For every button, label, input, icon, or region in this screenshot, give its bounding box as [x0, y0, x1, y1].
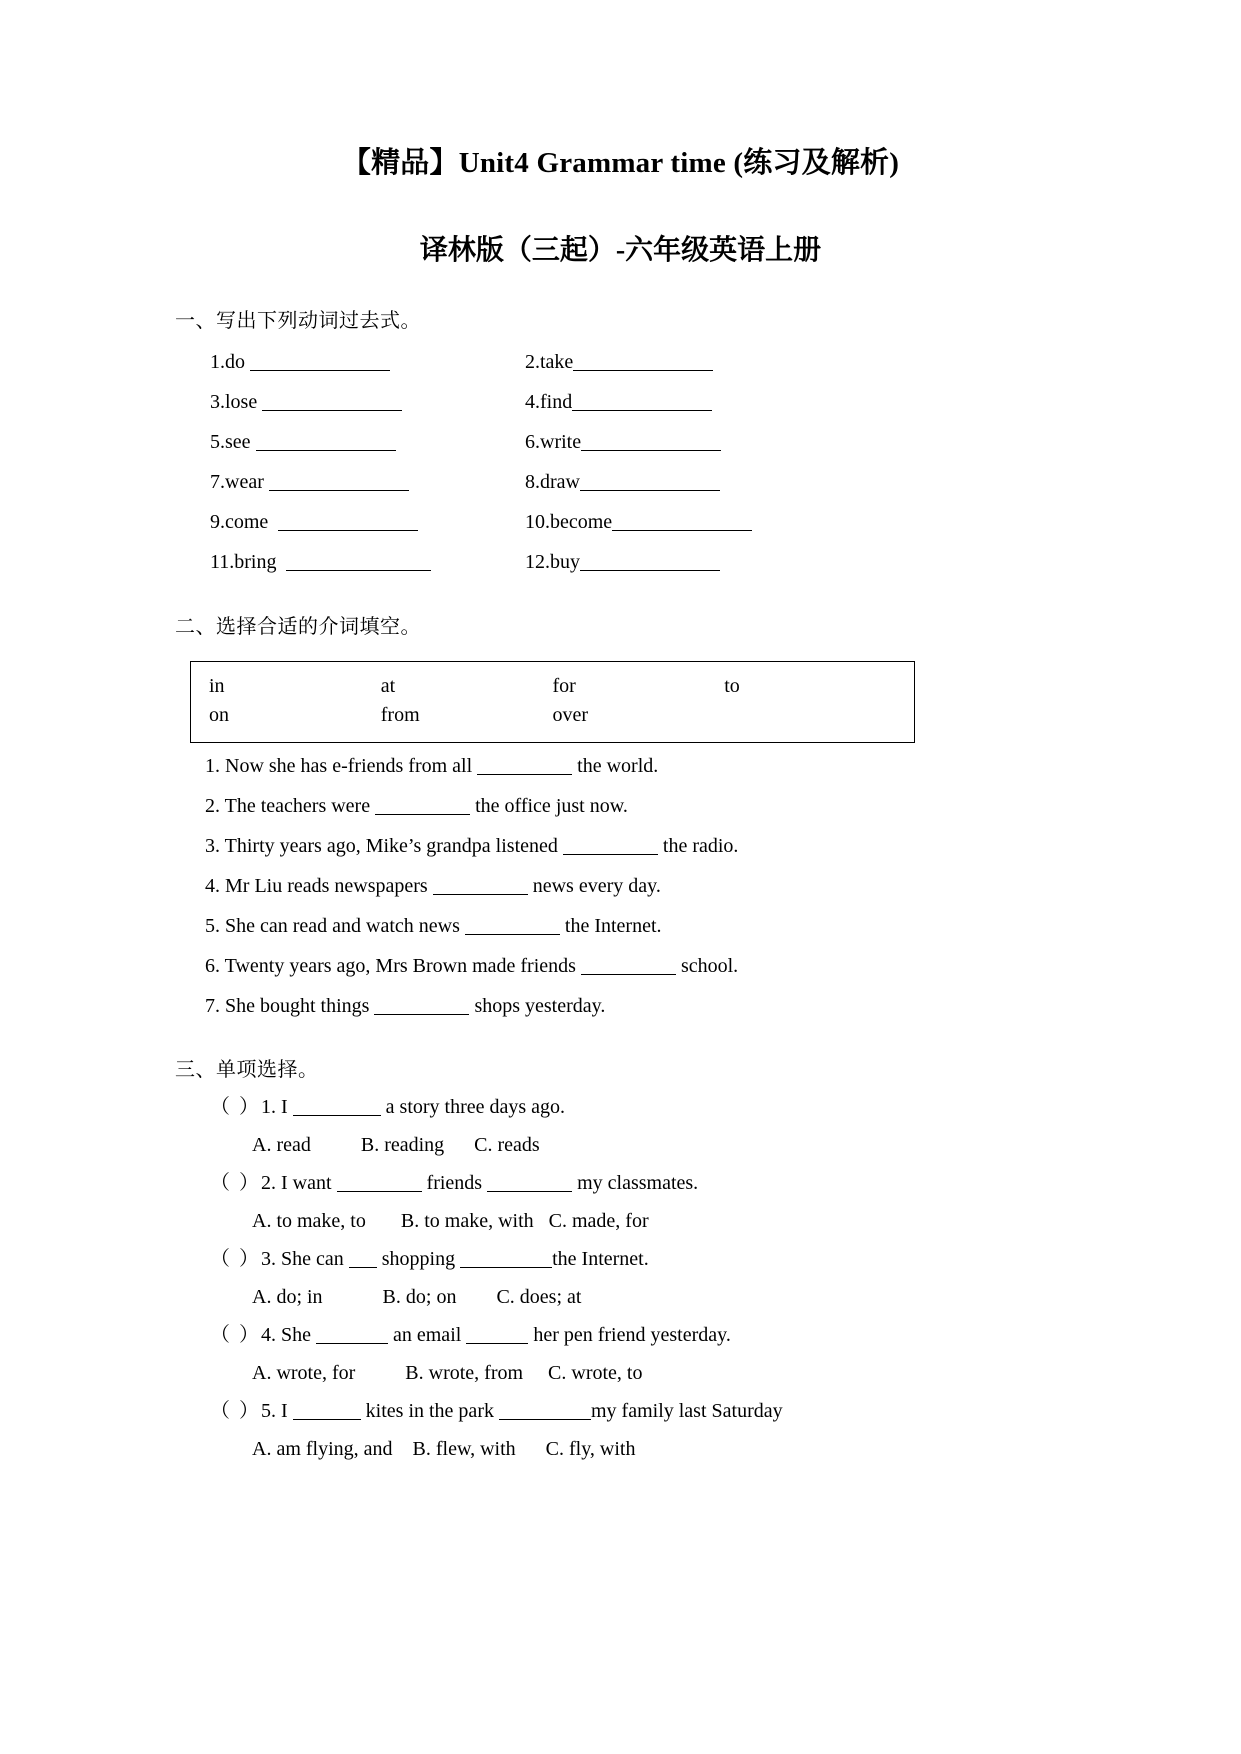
verb-item-3: 3.lose: [210, 391, 525, 414]
verb-list: [210, 351, 1091, 574]
answer-parenthesis[interactable]: （ ）: [210, 1096, 261, 1118]
answer-blank[interactable]: [293, 1115, 381, 1116]
page-title: 【精品】Unit4 Grammar time (练习及解析): [341, 147, 900, 179]
mc-question-2: （ ）2. I want friends my classmates.: [210, 1172, 699, 1194]
answer-parenthesis[interactable]: （ ）: [210, 1324, 261, 1346]
verb-item-9: 9.come: [210, 511, 525, 534]
mc-options-2[interactable]: A. to make, to B. to make, with C. made, for: [252, 1210, 649, 1232]
mc-question-3: （ ）3. She can shopping the Internet.: [210, 1248, 649, 1270]
mc-question-1: （ ）1. I a story three days ago.: [210, 1096, 566, 1118]
fill-item: 7. She bought things shops yesterday.: [205, 995, 606, 1017]
answer-blank[interactable]: [499, 1419, 591, 1420]
word-bank-item: in: [209, 675, 225, 697]
verb-row: [210, 551, 1091, 574]
answer-blank[interactable]: [466, 1343, 528, 1344]
fill-item: 6. Twenty years ago, Mrs Brown made friends school.: [205, 955, 739, 977]
answer-blank[interactable]: [572, 410, 712, 411]
word-bank-box: [190, 661, 915, 743]
verb-item-1: 1.do: [210, 351, 525, 374]
verb-row: [210, 391, 1091, 414]
answer-blank[interactable]: [433, 894, 528, 895]
section-1-heading: 一、写出下列动词过去式。: [175, 310, 421, 332]
answer-blank[interactable]: [256, 450, 396, 451]
word-bank-row: [209, 672, 896, 701]
answer-blank[interactable]: [293, 1419, 361, 1420]
answer-blank[interactable]: [460, 1267, 552, 1268]
answer-blank[interactable]: [269, 490, 409, 491]
fill-item: 4. Mr Liu reads newspapers news every day.: [205, 875, 661, 897]
answer-blank[interactable]: [563, 854, 658, 855]
word-bank-item: for: [552, 675, 576, 697]
answer-blank[interactable]: [487, 1191, 572, 1192]
word-bank-item: on: [209, 704, 229, 726]
fill-item: 5. She can read and watch news the Internet.: [205, 915, 662, 937]
answer-blank[interactable]: [286, 570, 431, 571]
mc-options-3[interactable]: A. do; in B. do; on C. does; at: [252, 1286, 582, 1308]
answer-blank[interactable]: [374, 1014, 469, 1015]
answer-blank[interactable]: [581, 450, 721, 451]
answer-blank[interactable]: [278, 530, 418, 531]
fill-item: 3. Thirty years ago, Mike’s grandpa listened the radio.: [205, 835, 739, 857]
verb-row: [210, 351, 1091, 374]
answer-parenthesis[interactable]: （ ）: [210, 1172, 261, 1194]
answer-blank[interactable]: [580, 490, 720, 491]
verb-item-11: 11.bring: [210, 551, 525, 574]
verb-row: [210, 471, 1091, 494]
word-bank-item: at: [380, 675, 396, 697]
mc-options-1[interactable]: A. read B. reading C. reads: [252, 1134, 540, 1156]
answer-blank[interactable]: [262, 410, 402, 411]
verb-item-10: 10.become: [525, 511, 752, 534]
word-bank-item: from: [380, 704, 420, 726]
mc-question-5: （ ）5. I kites in the park my family last Saturday: [210, 1400, 783, 1422]
answer-blank[interactable]: [612, 530, 752, 531]
answer-blank[interactable]: [580, 570, 720, 571]
fill-in-blank-list: [205, 755, 1091, 1017]
word-bank-row: [209, 701, 896, 730]
verb-item-8: 8.draw: [525, 471, 720, 494]
mc-options-4[interactable]: A. wrote, for B. wrote, from C. wrote, to: [252, 1362, 643, 1384]
word-bank-item: [724, 701, 896, 730]
answer-blank[interactable]: [465, 934, 560, 935]
mc-options-5[interactable]: A. am flying, and B. flew, with C. fly, with: [252, 1438, 636, 1460]
section-2-heading: 二、选择合适的介词填空。: [175, 616, 421, 638]
multiple-choice-list: [210, 1096, 1091, 1460]
verb-item-4: 4.find: [525, 391, 712, 414]
answer-parenthesis[interactable]: （ ）: [210, 1400, 261, 1422]
answer-blank[interactable]: [349, 1267, 377, 1268]
word-bank-item: to: [724, 675, 740, 697]
answer-blank[interactable]: [375, 814, 470, 815]
answer-blank[interactable]: [316, 1343, 388, 1344]
verb-item-5: 5.see: [210, 431, 525, 454]
verb-row: [210, 511, 1091, 534]
mc-question-4: （ ）4. She an email her pen friend yesterday.: [210, 1324, 731, 1346]
verb-item-6: 6.write: [525, 431, 721, 454]
verb-item-7: 7.wear: [210, 471, 525, 494]
answer-blank[interactable]: [581, 974, 676, 975]
page-subtitle: 译林版（三起）-六年级英语上册: [419, 235, 822, 266]
verb-row: [210, 431, 1091, 454]
word-bank-item: over: [552, 704, 589, 726]
answer-blank[interactable]: [337, 1191, 422, 1192]
answer-parenthesis[interactable]: （ ）: [210, 1248, 261, 1270]
verb-item-2: 2.take: [525, 351, 713, 374]
fill-item: 1. Now she has e-friends from all the world.: [205, 755, 659, 777]
fill-item: 2. The teachers were the office just now.: [205, 795, 628, 817]
section-3-heading: 三、单项选择。: [175, 1059, 319, 1081]
answer-blank[interactable]: [477, 774, 572, 775]
answer-blank[interactable]: [250, 370, 390, 371]
answer-blank[interactable]: [573, 370, 713, 371]
verb-item-12: 12.buy: [525, 551, 720, 574]
